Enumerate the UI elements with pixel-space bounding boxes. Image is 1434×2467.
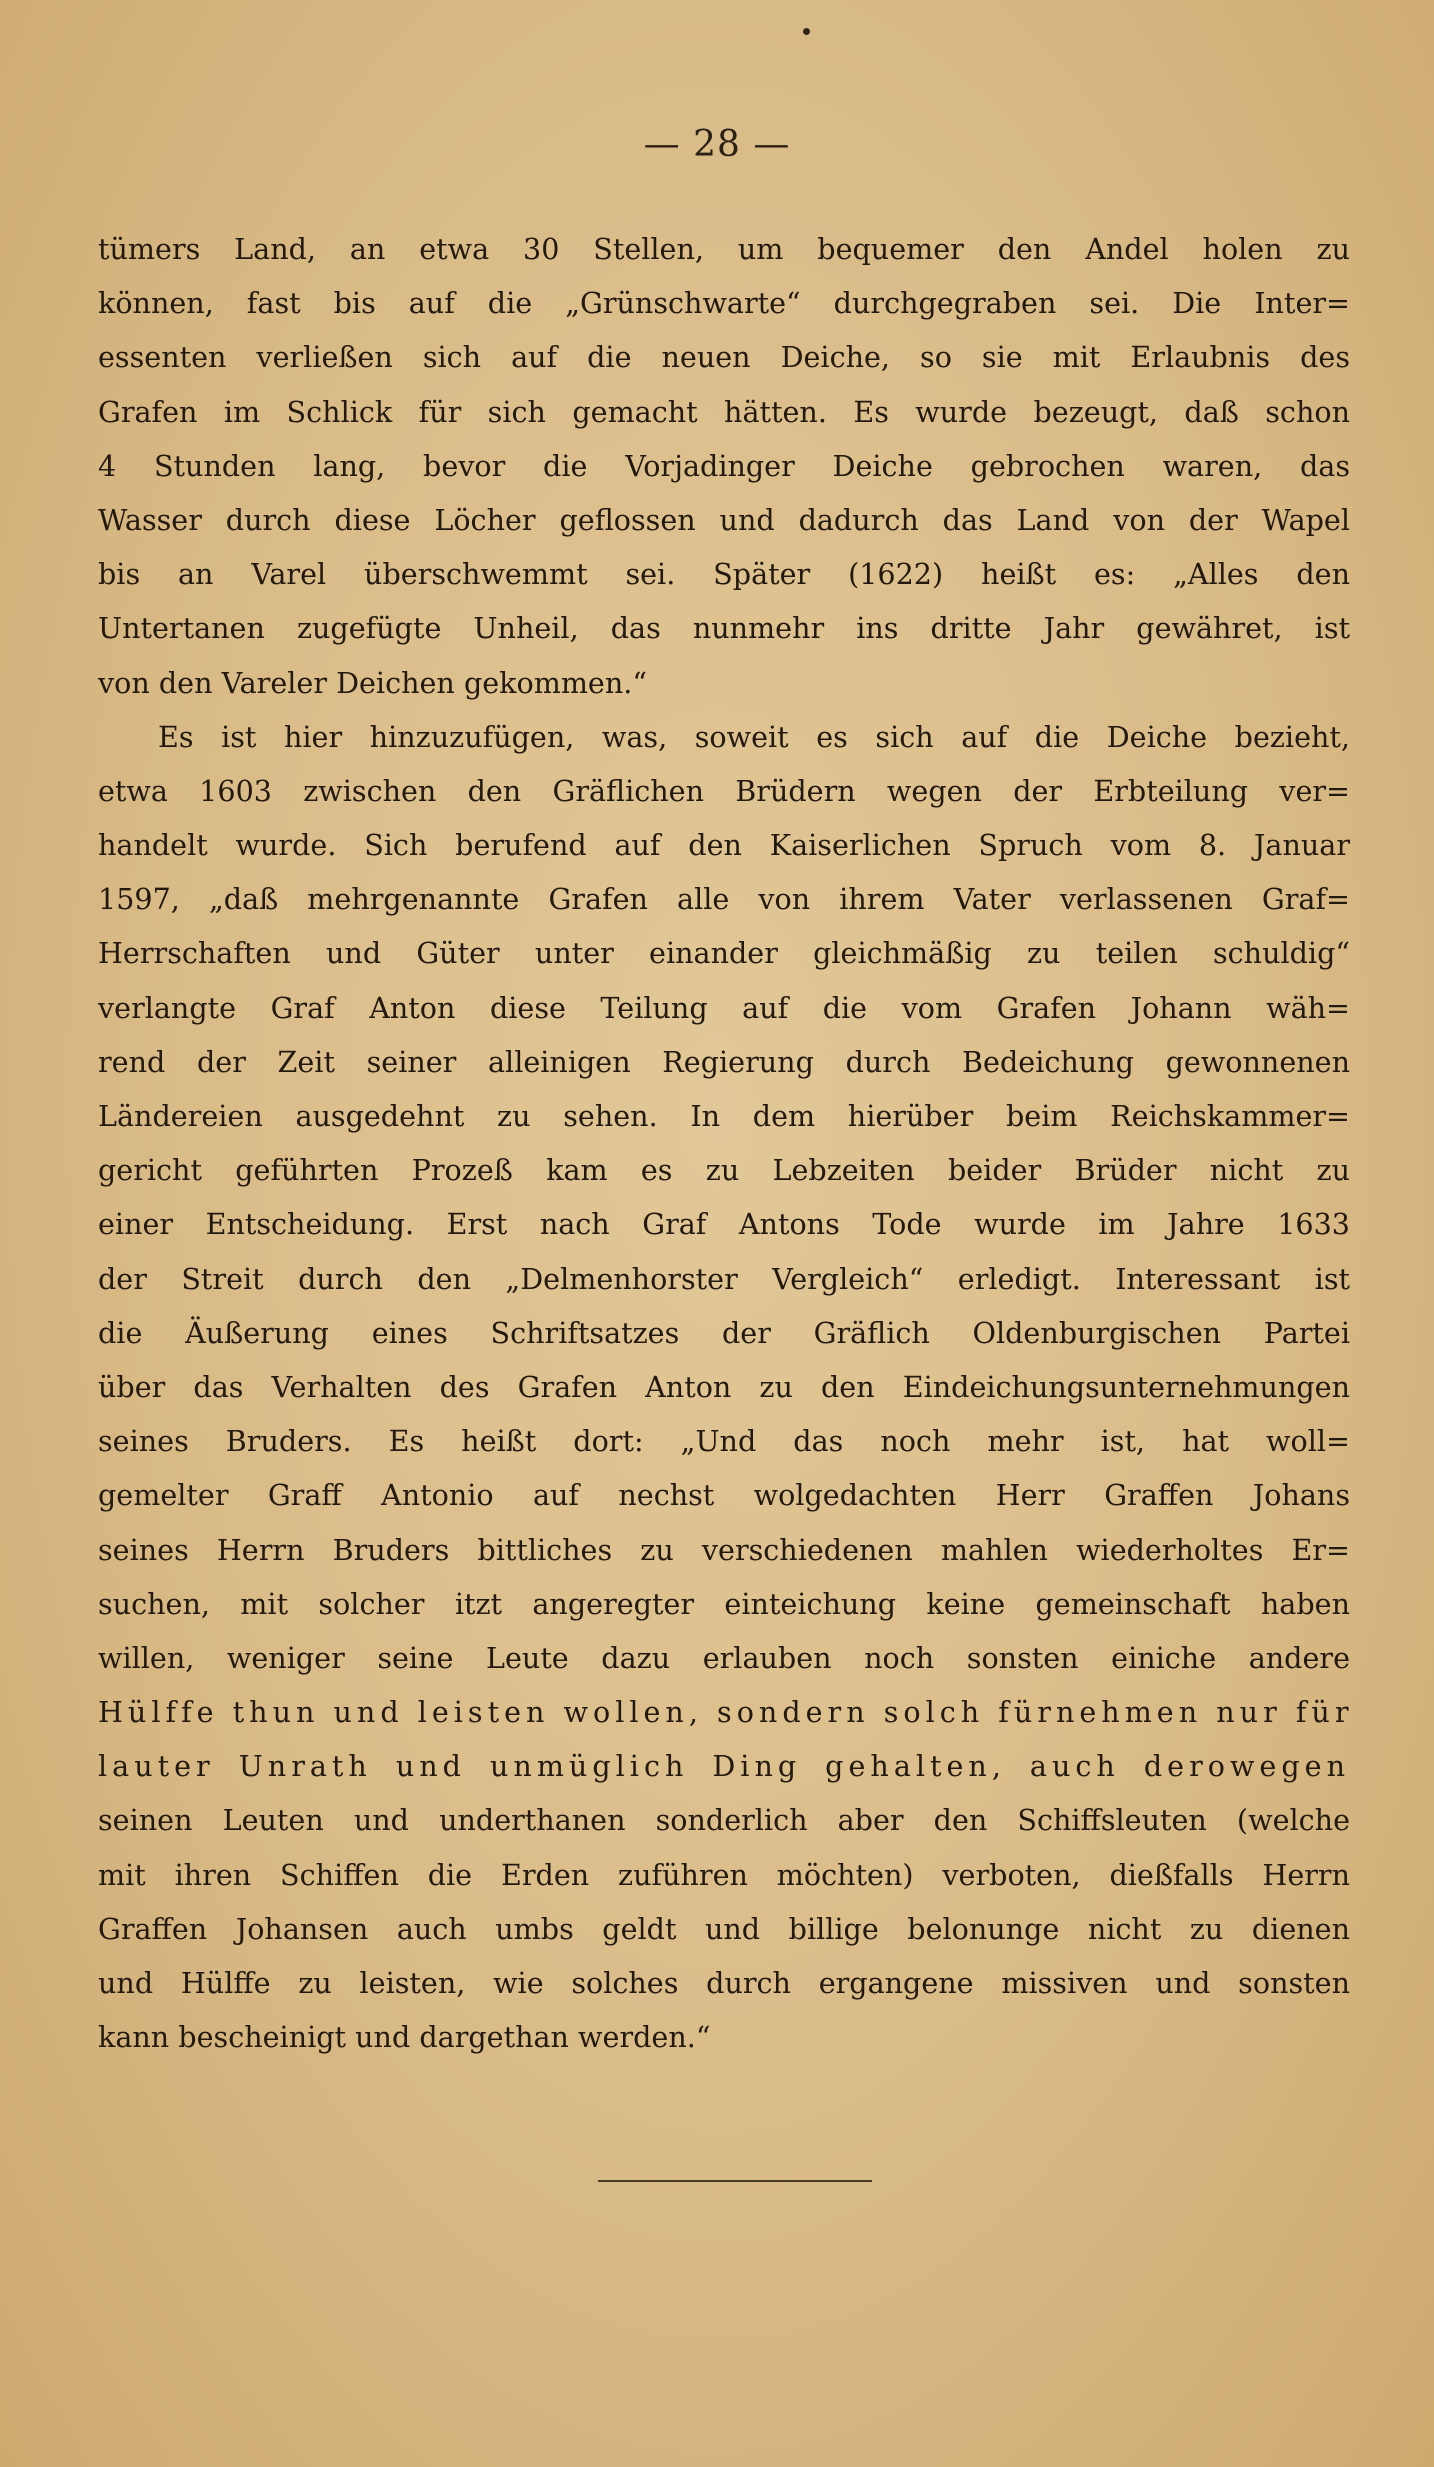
body-text <box>98 222 1354 2064</box>
text-line: Graffen Johansen auch umbs geldt und billige belonunge nicht zu dienen <box>98 1911 1350 1946</box>
text-line: und Hülffe zu leisten, wie solches durch ergangene missiven und sonsten <box>98 1966 1350 2000</box>
text-line: können, fast bis auf die „Grünschwarte“ durchgegraben sei. Die Inter= <box>98 286 1350 321</box>
text-line: Herrschaften und Güter unter einander gleichmäßig zu teilen schuldig“ <box>98 936 1350 971</box>
text-line: der Streit durch den „Delmenhorster Vergleich“ erledigt. Interessant ist <box>98 1261 1350 1296</box>
end-rule <box>598 2180 872 2182</box>
text-line: lauter Unrath und unmüglich Ding gehalten, auch derowegen <box>98 1749 1350 1784</box>
text-line: Grafen im Schlick für sich gemacht hätten. Es wurde bezeugt, daß schon <box>98 394 1350 429</box>
text-line: 4 Stunden lang, bevor die Vorjadinger Deiche gebrochen waren, das <box>98 448 1350 483</box>
text-line: gemelter Graff Antonio auf nechst wolgedachten Herr Graffen Johans <box>98 1478 1350 1513</box>
text-line: gericht geführten Prozeß kam es zu Lebzeiten beider Brüder nicht zu <box>98 1153 1350 1188</box>
text-line: verlangte Graf Anton diese Teilung auf die vom Grafen Johann wäh= <box>98 990 1350 1025</box>
text-line: etwa 1603 zwischen den Gräflichen Brüdern wegen der Erbteilung ver= <box>98 773 1350 808</box>
text-line: kann bescheinigt und dargethan werden.“ <box>98 2020 711 2055</box>
text-line: von den Vareler Deichen gekommen.“ <box>98 665 647 700</box>
ink-speck <box>803 28 810 35</box>
text-line: rend der Zeit seiner alleinigen Regierung durch Bedeichung gewonnenen <box>98 1044 1350 1079</box>
text-line: über das Verhalten des Grafen Anton zu den Eindeichungsunternehmungen <box>98 1369 1350 1404</box>
text-line: handelt wurde. Sich berufend auf den Kaiserlichen Spruch vom 8. Januar <box>98 828 1350 863</box>
text-line: Wasser durch diese Löcher geflossen und dadurch das Land von der Wapel <box>98 502 1350 537</box>
text-line: 1597, „daß mehrgenannte Grafen alle von ihrem Vater verlassenen Graf= <box>98 882 1350 917</box>
text-line: essenten verließen sich auf die neuen Deiche, so sie mit Erlaubnis des <box>98 340 1350 375</box>
text-line: tümers Land, an etwa 30 Stellen, um bequemer den Andel holen zu <box>98 232 1350 266</box>
text-line: seinen Leuten und underthanen sonderlich aber den Schiffsleuten (welche <box>98 1803 1350 1838</box>
text-line: mit ihren Schiffen die Erden zuführen möchten) verboten, dießfalls Herrn <box>98 1857 1350 1892</box>
text-line: seines Herrn Bruders bittliches zu verschiedenen mahlen wiederholtes Er= <box>98 1532 1350 1567</box>
text-line: bis an Varel überschwemmt sei. Später (1622) heißt es: „Alles den <box>98 557 1350 592</box>
text-line: die Äußerung eines Schriftsatzes der Gräflich Oldenburgischen Partei <box>98 1315 1350 1350</box>
text-line: Hülffe thun und leisten wollen, sondern solch fürnehmen nur für <box>98 1695 1354 1730</box>
text-line: willen, weniger seine Leute dazu erlauben noch sonsten einiche andere <box>98 1640 1350 1675</box>
page-number: — 28 — <box>643 124 791 165</box>
text-line: Untertanen zugefügte Unheil, das nunmehr ins dritte Jahr gewähret, ist <box>98 611 1350 646</box>
text-line: Es ist hier hinzuzufügen, was, soweit es sich auf die Deiche bezieht, <box>158 719 1350 754</box>
text-line: einer Entscheidung. Erst nach Graf Antons Tode wurde im Jahre 1633 <box>98 1207 1350 1242</box>
text-line: seines Bruders. Es heißt dort: „Und das noch mehr ist, hat woll= <box>98 1424 1350 1459</box>
text-line: Ländereien ausgedehnt zu sehen. In dem hierüber beim Reichskammer= <box>98 1099 1350 1133</box>
text-line: suchen, mit solcher itzt angeregter einteichung keine gemeinschaft haben <box>98 1586 1350 1621</box>
